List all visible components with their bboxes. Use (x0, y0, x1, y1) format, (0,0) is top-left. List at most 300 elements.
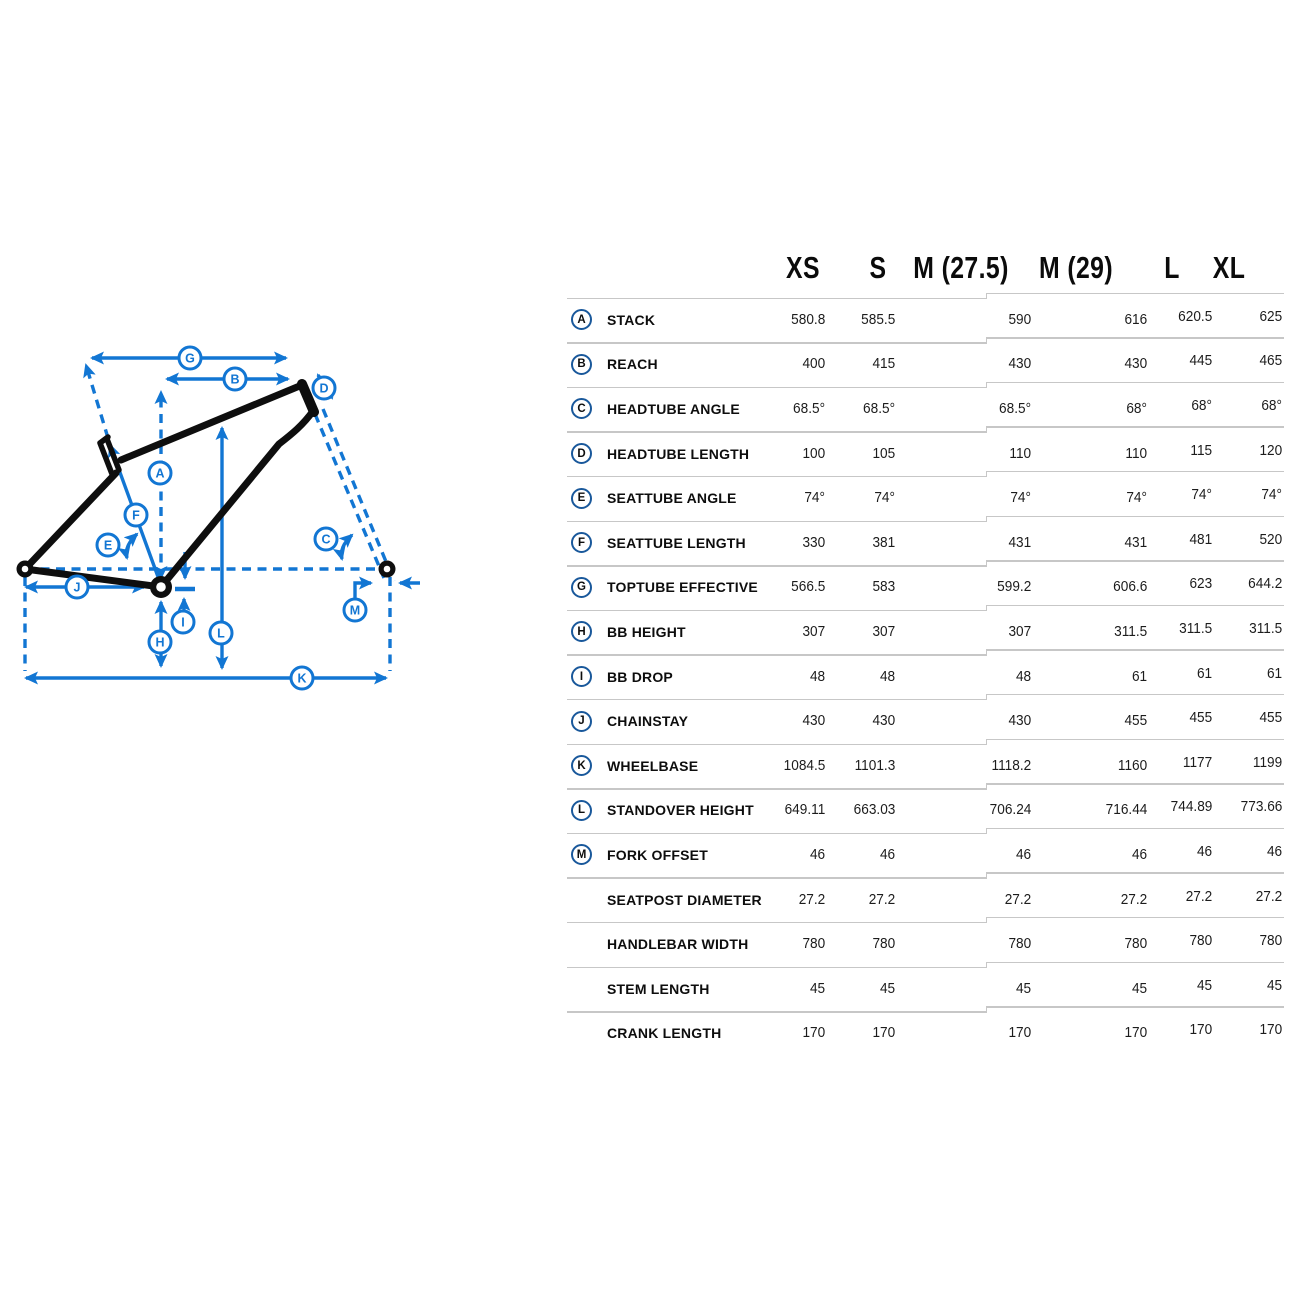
cell (1131, 669, 1147, 685)
row-label: STANDOVER HEIGHT (607, 802, 754, 819)
cell-value: 1199 (1252, 754, 1282, 771)
table-row (565, 476, 1300, 521)
row-marker-icon: M (571, 844, 592, 865)
row-label: SEATPOST DIAMETER (607, 891, 762, 908)
cell-value: 27.2 (868, 891, 895, 908)
col-header-label: XL (1212, 250, 1246, 285)
cell (871, 356, 895, 372)
cell (1258, 309, 1282, 325)
cell-value: 616 (1124, 311, 1147, 328)
marker-I-icon (172, 611, 194, 633)
cell-value: 1101.3 (854, 757, 895, 774)
cell-value: 455 (1259, 710, 1282, 727)
cell-value: 48 (879, 668, 895, 685)
arc-E-seatangle (126, 534, 137, 558)
marker-letter: C (321, 532, 331, 547)
cell (879, 981, 895, 997)
cell-value: 307 (802, 623, 825, 640)
cell-value: 27.2 (1255, 888, 1282, 905)
marker-H-icon (149, 631, 171, 653)
marker-K-icon (291, 667, 313, 689)
cell-value: 780 (872, 936, 895, 953)
cell (873, 490, 895, 506)
marker-C-icon (315, 528, 337, 550)
cell-value: 170 (802, 1025, 825, 1042)
col-header-xl (1209, 247, 1250, 289)
cell (1015, 669, 1031, 685)
cell (871, 713, 895, 729)
row-label: WHEELBASE (607, 757, 699, 774)
cell-value: 780 (802, 936, 825, 953)
geometry-table (565, 243, 1300, 1055)
cell-value: 45 (809, 980, 825, 997)
marker-G-icon (179, 347, 201, 369)
table-row (565, 342, 1300, 387)
cell-value: 430 (1008, 356, 1031, 373)
cell-value: 430 (872, 713, 895, 730)
cell (1111, 579, 1147, 595)
cell (1251, 755, 1282, 771)
cell-value: 27.2 (798, 891, 825, 908)
table-row (565, 431, 1300, 476)
row-label: BB HEIGHT (607, 623, 686, 640)
cell-value: 46 (809, 846, 825, 863)
cell (861, 401, 895, 417)
cell (1177, 621, 1212, 637)
cell (871, 535, 895, 551)
cell (1003, 892, 1031, 908)
col-header-l (1162, 247, 1181, 289)
cell (1260, 487, 1282, 503)
row-label: REACH (607, 356, 658, 373)
cell (803, 490, 825, 506)
cell-value: 48 (1015, 668, 1031, 685)
cell-value: 27.2 (1120, 891, 1147, 908)
table-row (565, 610, 1300, 655)
marker-M-icon (344, 599, 366, 621)
cell-value: 481 (1189, 531, 1212, 548)
cell-value: 100 (802, 445, 825, 462)
cell-value: 311.5 (1113, 623, 1147, 640)
cell (1119, 892, 1147, 908)
cell (801, 936, 825, 952)
cell (879, 669, 895, 685)
marker-letter: G (185, 351, 195, 366)
marker-F-icon (125, 504, 147, 526)
cell-value: 45 (1266, 977, 1282, 994)
cell (1181, 755, 1212, 771)
cell-value: 68° (1126, 400, 1147, 417)
cell (1189, 443, 1212, 459)
table-row (565, 788, 1300, 833)
table-row (565, 922, 1300, 967)
table-row (565, 387, 1300, 432)
cell (1258, 443, 1282, 459)
cell-value: 48 (809, 668, 825, 685)
cell (801, 356, 825, 372)
cell-value: 1160 (1117, 757, 1147, 774)
table-row (565, 1011, 1300, 1056)
cell (1246, 576, 1282, 592)
front-axle-hole (384, 566, 391, 573)
seatpost-axis-extension (86, 365, 108, 438)
cell-value: 580.8 (790, 311, 825, 328)
row-separator-right (986, 293, 1284, 295)
cell (1196, 666, 1212, 682)
cell-value: 46 (1266, 843, 1282, 860)
cell-value: 773.66 (1240, 799, 1282, 816)
bottom-bracket-hole (156, 582, 166, 592)
cell-value: 170 (1008, 1025, 1031, 1042)
row-marker-icon: G (571, 577, 592, 598)
cell-value: 431 (1008, 534, 1031, 551)
cell (782, 802, 825, 818)
cell (871, 624, 895, 640)
marker-E-icon (97, 534, 119, 556)
marker-letter: I (181, 615, 185, 630)
table-row (565, 654, 1300, 699)
cell-value: 61 (1131, 668, 1147, 685)
table-row (565, 833, 1300, 878)
cell-value: 68° (1191, 397, 1212, 414)
cell-value: 45 (879, 980, 895, 997)
marker-letter: K (297, 671, 307, 686)
cell (1188, 353, 1212, 369)
row-marker-icon: E (571, 488, 592, 509)
cell-value: 61 (1196, 665, 1212, 682)
marker-letter: J (73, 580, 81, 595)
marker-B-icon (224, 368, 246, 390)
cell-value: 27.2 (1185, 888, 1212, 905)
col-header-m-29 (1030, 247, 1123, 289)
cell-value: 45 (1131, 980, 1147, 997)
cell (1258, 710, 1282, 726)
table-row (565, 298, 1300, 343)
row-marker-icon: I (571, 666, 592, 687)
marker-J-icon (66, 576, 88, 598)
cell (989, 758, 1031, 774)
cell (1188, 1022, 1212, 1038)
cell (1266, 666, 1282, 682)
cell-value: 780 (1124, 936, 1147, 953)
cell-value: 1118.2 (991, 757, 1031, 774)
cell (851, 802, 895, 818)
table-row (565, 565, 1300, 610)
cell-value: 68.5° (999, 400, 1031, 417)
cell (1007, 713, 1031, 729)
cell (1176, 309, 1212, 325)
marker-letter: L (217, 626, 225, 641)
cell-value: 780 (1008, 936, 1031, 953)
cell (1188, 576, 1212, 592)
cell-value: 620.5 (1177, 308, 1212, 325)
cell-value: 170 (1124, 1025, 1147, 1042)
cell (871, 1025, 895, 1041)
cell (1009, 490, 1031, 506)
cell-value: 46 (1131, 846, 1147, 863)
cell (1007, 624, 1031, 640)
cell-value: 1177 (1182, 754, 1212, 771)
arc-C-headangle (341, 535, 352, 559)
table-row (565, 699, 1300, 744)
cell-value: 430 (1008, 713, 1031, 730)
cell-value: 566.5 (790, 579, 825, 596)
cell (1123, 535, 1147, 551)
cell (801, 624, 825, 640)
col-header-label: XS (786, 250, 820, 285)
cell (1123, 312, 1147, 328)
cell-value: 415 (872, 356, 895, 373)
marker-letter: D (319, 381, 329, 396)
row-label: STEM LENGTH (607, 980, 710, 997)
cell (1184, 889, 1212, 905)
cell-value: 74° (1261, 487, 1282, 504)
cell (1258, 532, 1282, 548)
cell (1168, 799, 1212, 815)
cell (1190, 487, 1212, 503)
arrow-M-leader (355, 583, 371, 598)
cell (801, 446, 825, 462)
row-label: SEATTUBE ANGLE (607, 490, 737, 507)
col-header-label: L (1164, 250, 1180, 285)
cell (1123, 936, 1147, 952)
col-header-label: S (869, 250, 887, 285)
cell (1258, 1022, 1282, 1038)
steering-axis-2 (323, 409, 394, 581)
cell (1238, 799, 1282, 815)
row-label: CHAINSTAY (607, 713, 689, 730)
cell (1258, 353, 1282, 369)
cell (1196, 978, 1212, 994)
table-row (565, 967, 1300, 1012)
row-marker-icon: K (571, 755, 592, 776)
cell-value: 61 (1266, 665, 1282, 682)
geometry-diagram (0, 330, 460, 710)
cell (809, 847, 825, 863)
cell (1007, 535, 1031, 551)
col-header-xs (782, 247, 824, 289)
cell (1190, 398, 1212, 414)
cell (1266, 978, 1282, 994)
cell (1266, 844, 1282, 860)
cell-value: 170 (872, 1025, 895, 1042)
bike-frame (17, 381, 396, 598)
cell (809, 669, 825, 685)
cell-value: 45 (1015, 980, 1031, 997)
cell-value: 27.2 (1004, 891, 1031, 908)
cell-value: 74° (1126, 490, 1147, 507)
cell (867, 892, 895, 908)
row-label: SEATTUBE LENGTH (607, 534, 746, 551)
cell-value: 431 (1124, 534, 1147, 551)
cell-value: 1084.5 (783, 757, 825, 774)
cell (987, 802, 1031, 818)
cell (1123, 713, 1147, 729)
cell (1258, 933, 1282, 949)
cell (1125, 490, 1147, 506)
cell (789, 579, 825, 595)
cell-value: 445 (1189, 353, 1212, 370)
cell-value: 583 (872, 579, 895, 596)
cell (1260, 398, 1282, 414)
cell-value: 716.44 (1105, 802, 1147, 819)
cell-value: 663.03 (853, 802, 895, 819)
cell (1125, 401, 1147, 417)
row-label: HEADTUBE ANGLE (607, 400, 740, 417)
col-header-m-27-5 (901, 247, 1020, 289)
row-marker-icon: D (571, 443, 592, 464)
cell-value: 74° (804, 490, 825, 507)
cell (1123, 356, 1147, 372)
cell-value: 606.6 (1112, 579, 1147, 596)
cell-value: 780 (1259, 933, 1282, 950)
cell-value: 330 (802, 534, 825, 551)
cell (1131, 981, 1147, 997)
marker-D-icon (313, 377, 335, 399)
cell-value: 105 (872, 445, 895, 462)
cell-value: 430 (802, 713, 825, 730)
cell-value: 74° (1191, 487, 1212, 504)
col-header-s (867, 247, 888, 289)
cell (781, 758, 825, 774)
cell (1188, 710, 1212, 726)
steering-axis-1 (315, 414, 384, 578)
cell-value: 68.5° (863, 400, 895, 417)
row-label: CRANK LENGTH (607, 1025, 722, 1042)
cell (1131, 847, 1147, 863)
row-marker-icon: L (571, 800, 592, 821)
cell-value: 68° (1261, 397, 1282, 414)
cell (809, 981, 825, 997)
table-row (565, 521, 1300, 566)
cell (871, 936, 895, 952)
cell (1007, 312, 1031, 328)
cell-value: 623 (1189, 576, 1212, 593)
rear-axle-hole (22, 566, 29, 573)
cell-value: 381 (872, 534, 895, 551)
cell-value: 110 (1009, 445, 1031, 462)
cell (1008, 446, 1031, 462)
cell-value: 585.5 (860, 311, 895, 328)
cell-value: 400 (802, 356, 825, 373)
row-marker-icon: A (571, 309, 592, 330)
cell (1015, 847, 1031, 863)
row-label: FORK OFFSET (607, 846, 708, 863)
cell (1188, 532, 1212, 548)
cell-value: 170 (1259, 1022, 1282, 1039)
cell-value: 74° (1010, 490, 1031, 507)
cell (1188, 933, 1212, 949)
cell (997, 401, 1031, 417)
cell-value: 110 (1125, 445, 1147, 462)
cell-value: 644.2 (1247, 576, 1282, 593)
cell-value: 307 (872, 623, 895, 640)
cell-value: 430 (1124, 356, 1147, 373)
cell (1015, 981, 1031, 997)
cell (1196, 844, 1212, 860)
marker-letter: H (155, 635, 165, 650)
row-marker-icon: C (571, 398, 592, 419)
cell-value: 46 (1015, 846, 1031, 863)
cell (801, 713, 825, 729)
cell (797, 892, 825, 908)
cell-value: 465 (1259, 353, 1282, 370)
chainstay-tube (25, 569, 161, 587)
cell-value: 46 (879, 846, 895, 863)
cell-value: 599.2 (996, 579, 1031, 596)
cell-value: 455 (1189, 710, 1212, 727)
cell (852, 758, 895, 774)
cell-value: 68.5° (793, 400, 825, 417)
row-label: STACK (607, 311, 656, 328)
cell (801, 1025, 825, 1041)
cell-value: 520 (1259, 531, 1282, 548)
cell (1007, 356, 1031, 372)
cell-value: 780 (1189, 933, 1212, 950)
row-label: HANDLEBAR WIDTH (607, 936, 749, 953)
cell (859, 312, 895, 328)
cell (1123, 1025, 1147, 1041)
cell-value: 307 (1008, 623, 1031, 640)
cell (791, 401, 825, 417)
cell-value: 74° (874, 490, 895, 507)
cell (1124, 446, 1147, 462)
cell (801, 535, 825, 551)
row-label: TOPTUBE EFFECTIVE (607, 579, 758, 596)
cell-value: 170 (1189, 1022, 1212, 1039)
marker-L-icon (210, 622, 232, 644)
cell (879, 847, 895, 863)
cell-value: 46 (1196, 843, 1212, 860)
cell-value: 311.5 (1178, 620, 1212, 637)
marker-A-icon (149, 462, 171, 484)
cell-value: 455 (1124, 713, 1147, 730)
row-label: BB DROP (607, 668, 673, 685)
table-row (565, 744, 1300, 789)
cell (995, 579, 1031, 595)
cell-value: 649.11 (784, 802, 825, 819)
cell-value: 120 (1259, 442, 1282, 459)
cell (1007, 936, 1031, 952)
col-header-label: M (29) (1038, 250, 1114, 285)
cell (871, 579, 895, 595)
dashed-construction-lines (25, 365, 396, 671)
marker-letter: F (132, 508, 140, 523)
cell (1116, 758, 1147, 774)
cell (871, 446, 895, 462)
cell (789, 312, 825, 328)
marker-letter: B (230, 372, 240, 387)
row-marker-icon: H (571, 621, 592, 642)
row-marker-icon: B (571, 354, 592, 375)
cell-value: 115 (1190, 442, 1212, 459)
cell-value: 706.24 (989, 802, 1031, 819)
row-marker-icon: F (571, 532, 592, 553)
cell-value: 590 (1008, 311, 1031, 328)
cell (1007, 1025, 1031, 1041)
table-row (565, 877, 1300, 922)
row-label: HEADTUBE LENGTH (607, 445, 750, 462)
marker-letter: M (349, 603, 361, 618)
cell-value: 311.5 (1248, 620, 1282, 637)
cell (1254, 889, 1282, 905)
cell (1247, 621, 1282, 637)
cell-value: 45 (1196, 977, 1212, 994)
marker-letter: A (155, 466, 165, 481)
cell-value: 625 (1259, 308, 1282, 325)
row-marker-icon: J (571, 711, 592, 732)
marker-letter: E (103, 538, 113, 553)
